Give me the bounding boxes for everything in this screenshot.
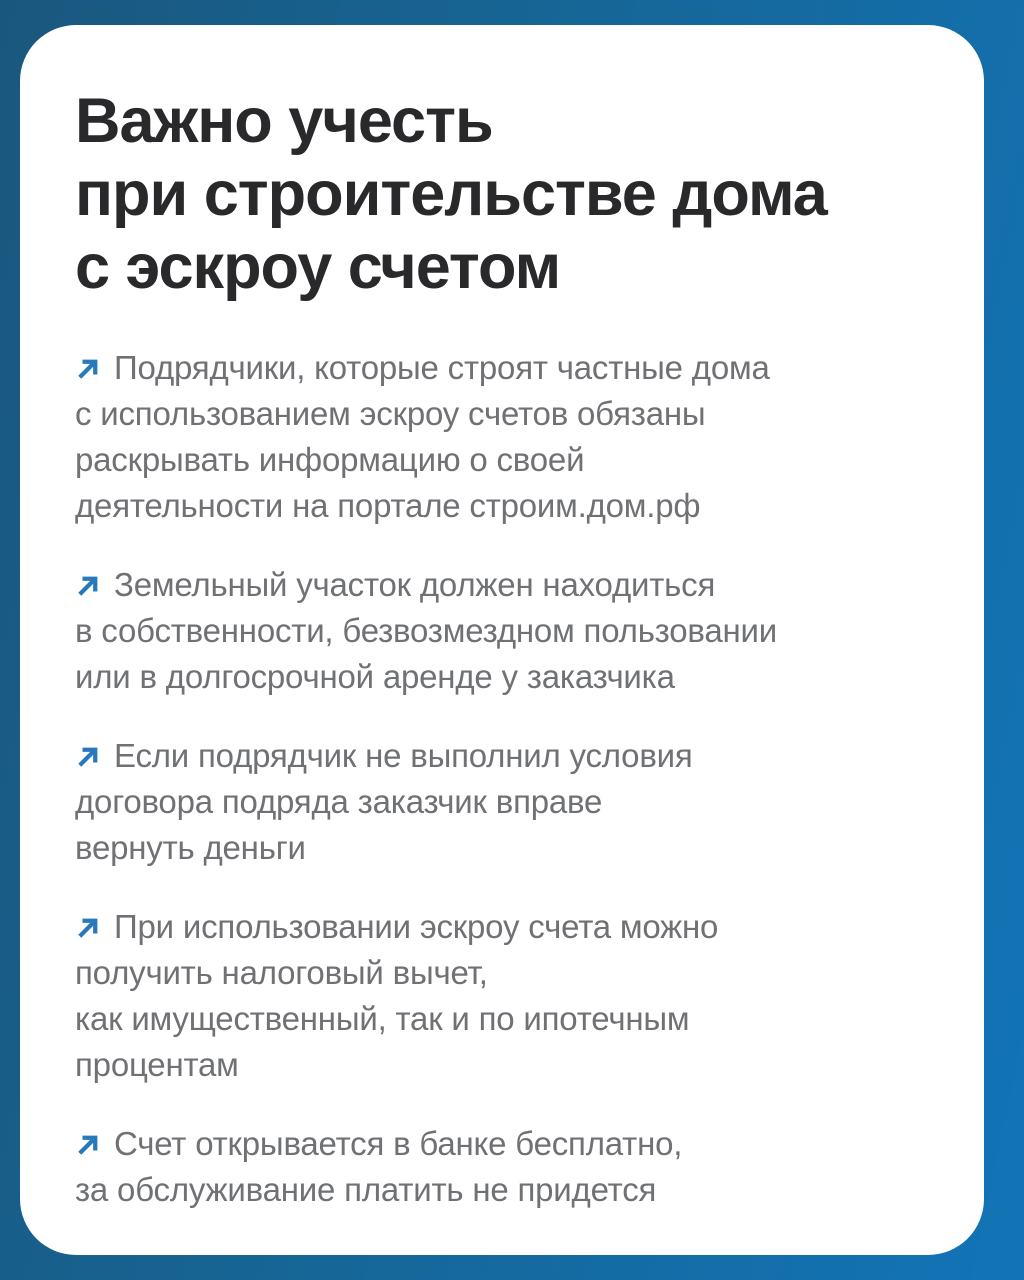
list-item [75, 562, 956, 700]
bullet-text-line: с использованием эскроу счетов обязаны [75, 395, 706, 432]
content-card [20, 25, 984, 1255]
bullet-text-line: вернуть деньги [75, 829, 306, 866]
bullet-text-line: Земельный участок должен находиться [114, 566, 716, 603]
bullet-text-line: договора подряда заказчик вправе [75, 783, 603, 820]
list-item [75, 345, 956, 529]
bullet-text-line: деятельности на портале строим.дом.рф [75, 487, 701, 524]
list-item [75, 904, 956, 1088]
arrow-up-right-icon [75, 743, 102, 770]
title-line: Важно учесть [75, 86, 493, 156]
bullet-text-line: получить налоговый вычет, [75, 954, 488, 991]
page-title [75, 85, 956, 304]
bullet-text-line: за обслуживание платить не придется [75, 1171, 657, 1208]
title-line: с эскроу счетом [75, 232, 561, 302]
bullet-text-line: как имущественный, так и по ипотечным [75, 1000, 690, 1037]
bullet-text-line: При использовании эскроу счета можно [114, 908, 719, 945]
bullet-text-line: Подрядчики, которые строят частные дома [114, 349, 770, 386]
list-item [75, 1121, 956, 1213]
bullet-list [75, 345, 956, 1213]
bullet-text-line: Счет открывается в банке бесплатно, [114, 1125, 683, 1162]
arrow-up-right-icon [75, 914, 102, 941]
title-line: при строительстве дома [75, 159, 827, 229]
bullet-text-line: Если подрядчик не выполнил условия [114, 737, 693, 774]
bullet-text-line: раскрывать информацию о своей [75, 441, 585, 478]
bullet-text-line: в собственности, безвозмездном пользовании [75, 612, 778, 649]
arrow-up-right-icon [75, 355, 102, 382]
arrow-up-right-icon [75, 572, 102, 599]
bullet-text-line: процентам [75, 1046, 239, 1083]
arrow-up-right-icon [75, 1131, 102, 1158]
bullet-text-line: или в долгосрочной аренде у заказчика [75, 658, 675, 695]
list-item [75, 733, 956, 871]
